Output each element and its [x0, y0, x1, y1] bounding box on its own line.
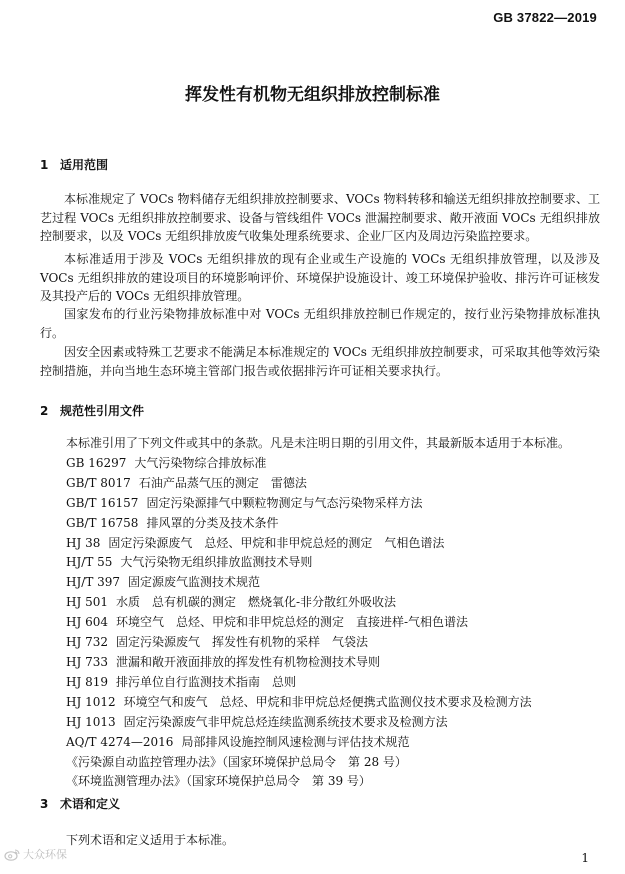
- reference-name: 环境空气和废气 总烃、甲烷和非甲烷总烃便携式监测仪技术要求及检测方法: [123, 694, 532, 709]
- reference-item: [66, 693, 606, 713]
- reference-name: 排风罩的分类及技术条件: [146, 515, 279, 530]
- reference-name: 局部排风设施控制风速检测与评估技术规范: [181, 734, 410, 749]
- reference-item: [66, 573, 606, 593]
- reference-intro: 本标准引用了下列文件或其中的条款。凡是未注明日期的引用文件，其最新版本适用于本标准。: [66, 436, 571, 450]
- reference-item: [66, 553, 606, 573]
- reference-code: HJ 733: [66, 654, 108, 669]
- document-code: GB 37822—2019: [493, 10, 597, 25]
- reference-item: [66, 713, 606, 733]
- reference-code: AQ/T 4274—2016: [66, 734, 174, 749]
- reference-name: 泄漏和敞开液面排放的挥发性有机物检测技术导则: [116, 654, 381, 669]
- reference-code: HJ/T 55: [66, 555, 113, 570]
- section-3-heading: [40, 795, 120, 812]
- reference-item: [66, 653, 606, 673]
- watermark-text: 大众环保: [23, 848, 67, 861]
- reference-code: HJ 604: [66, 615, 108, 630]
- reference-item: [66, 613, 606, 633]
- reference-name: 石油产品蒸气压的测定 雷德法: [138, 475, 307, 490]
- reference-code: HJ/T 397: [66, 575, 121, 590]
- reference-item: [66, 534, 606, 554]
- watermark: [4, 846, 67, 862]
- reference-code: GB/T 8017: [66, 475, 131, 490]
- reference-item: [66, 593, 606, 613]
- reference-name: 固定污染源废气 总烃、甲烷和非甲烷总烃的测定 气相色谱法: [108, 535, 445, 550]
- reference-item: [66, 474, 606, 494]
- reference-name: 环境空气 总烃、甲烷和非甲烷总烃的测定 直接进样-气相色谱法: [116, 615, 469, 630]
- paragraph: 下列术语和定义适用于本标准。: [66, 833, 235, 847]
- section-number: 1: [40, 158, 49, 172]
- reference-code: HJ 501: [66, 595, 108, 610]
- reference-item: [66, 633, 606, 653]
- section-number: 3: [40, 797, 49, 811]
- page-number: 1: [581, 851, 589, 865]
- weibo-logo-icon: [4, 848, 20, 861]
- reference-item: [66, 673, 606, 693]
- reference-item: [66, 772, 606, 792]
- reference-name: 排污单位自行监测技术指南 总则: [116, 674, 297, 689]
- paragraph: 本标准规定了 VOCs 物料储存无组织排放控制要求、VOCs 物料转移和输送无组织排放控制要求、工艺过程 VOCs 无组织排放控制要求、设备与管线组件 VOCs 泄漏控制要求、敞开液面 VOCs 无组织排放控制要求，以及 VOCs 无组织排放废气收集处理系统要求、企业厂区内及周边污染监控要求。: [40, 192, 600, 243]
- reference-name: 大气污染物综合排放标准: [134, 455, 267, 470]
- section-1-heading: [40, 156, 108, 173]
- reference-item: [66, 733, 606, 753]
- section-title: 术语和定义: [60, 797, 121, 811]
- paragraph: 因安全因素或特殊工艺要求不能满足本标准规定的 VOCs 无组织排放控制要求，可采取其他等效污染控制措施，并向当地生态环境主管部门报告或依据排污许可证相关要求执行。: [40, 345, 600, 378]
- reference-code: HJ 732: [66, 635, 108, 650]
- section-2-heading: [40, 402, 144, 419]
- document-title: 挥发性有机物无组织排放控制标准: [185, 85, 440, 105]
- reference-item: [66, 514, 606, 534]
- section-title: 适用范围: [60, 158, 109, 172]
- reference-item: [66, 494, 606, 514]
- reference-code: HJ 1012: [66, 694, 116, 709]
- reference-name: 大气污染物无组织排放监测技术导则: [120, 555, 313, 570]
- reference-code: HJ 1013: [66, 714, 116, 729]
- section-number: 2: [40, 404, 49, 418]
- reference-name: 固定源废气监测技术规范: [128, 575, 261, 590]
- reference-name: 固定污染源废气 挥发性有机物的采样 气袋法: [116, 635, 369, 650]
- reference-name: 《污染源自动监控管理办法》（国家环境保护总局令 第 28 号）: [66, 754, 407, 769]
- reference-code: GB/T 16758: [66, 515, 139, 530]
- reference-item: [66, 454, 606, 474]
- reference-item: [66, 753, 606, 773]
- reference-code: HJ 819: [66, 674, 108, 689]
- paragraph: 国家发布的行业污染物排放标准中对 VOCs 无组织排放控制已作规定的，按行业污染物排放标准执行。: [40, 307, 600, 340]
- reference-list: [66, 434, 606, 792]
- paragraph: 本标准适用于涉及 VOCs 无组织排放的现有企业或生产设施的 VOCs 无组织排放管理，以及涉及 VOCs 无组织排放的建设项目的环境影响评价、环境保护设施设计、竣工环境保护验收、排污许可证核发及其投产后的 VOCs 无组织排放管理。: [40, 252, 600, 303]
- reference-code: GB 16297: [66, 455, 127, 470]
- reference-code: GB/T 16157: [66, 495, 139, 510]
- reference-code: HJ 38: [66, 535, 101, 550]
- reference-name: 《环境监测管理办法》（国家环境保护总局令 第 39 号）: [66, 774, 371, 789]
- section-title: 规范性引用文件: [60, 404, 145, 418]
- reference-name: 水质 总有机碳的测定 燃烧氧化-非分散红外吸收法: [116, 595, 397, 610]
- reference-name: 固定污染源废气非甲烷总烃连续监测系统技术要求及检测方法: [123, 714, 448, 729]
- reference-name: 固定污染源排气中颗粒物测定与气态污染物采样方法: [146, 495, 423, 510]
